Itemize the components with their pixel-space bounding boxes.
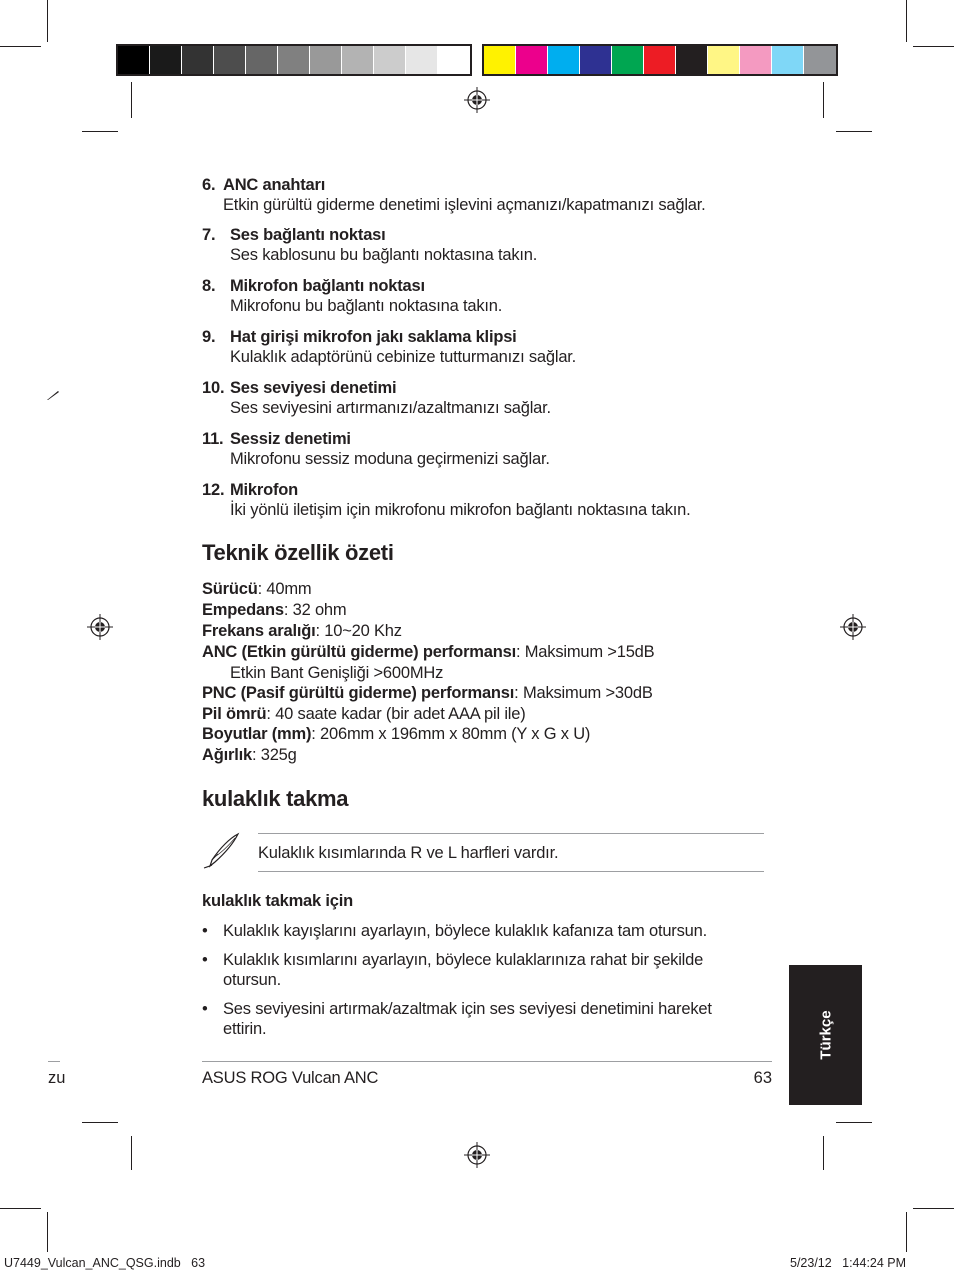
wear-heading: kulaklık takma [202, 786, 349, 811]
spec-value: : 206mm x 196mm x 80mm (Y x G x U) [311, 725, 591, 743]
spec-heading: Teknik özellik özeti [202, 540, 394, 565]
registration-mark-icon [464, 87, 490, 113]
color-swatch [182, 46, 214, 74]
item-title: Ses bağlantı noktası [230, 226, 386, 244]
color-swatch [548, 46, 580, 74]
registration-mark-icon [840, 614, 866, 640]
spec-label: Ağırlık [202, 746, 252, 764]
color-swatch [246, 46, 278, 74]
color-swatch [612, 46, 644, 74]
color-swatch [484, 46, 516, 74]
list-item [202, 480, 774, 520]
item-description: Mikrofonu sessiz moduna geçirmenizi sağlar. [230, 450, 550, 468]
spec-value: : 32 ohm [283, 601, 347, 619]
spec-value: Etkin Bant Genişliği >600MHz [230, 664, 444, 682]
color-swatch [118, 46, 150, 74]
spec-row [202, 683, 774, 703]
footer-rule [202, 1061, 772, 1062]
spec-label: Sürücü [202, 580, 258, 598]
item-description: İki yönlü iletişim için mikrofonu mikrofon bağlantı noktasına takın. [230, 501, 691, 519]
color-calibration-bar [482, 44, 838, 76]
item-title: Sessiz denetimi [230, 430, 351, 448]
note-top-rule [258, 833, 764, 834]
list-item [202, 225, 774, 265]
page-number: 63 [753, 1069, 772, 1087]
color-swatch [676, 46, 708, 74]
spec-label: Empedans [202, 601, 284, 619]
crop-mark [836, 131, 872, 132]
item-description: Kulaklık adaptörünü cebinize tutturmanızı sağlar. [230, 348, 577, 366]
slug-timestamp: 5/23/12 1:44:24 PM [790, 1256, 907, 1270]
color-swatch [150, 46, 182, 74]
crop-mark [823, 82, 824, 118]
language-tab-label: Türkçe [817, 1010, 834, 1060]
color-swatch [740, 46, 772, 74]
spec-value: : Maksimum >30dB [514, 684, 653, 702]
list-item [202, 429, 774, 469]
item-title: Hat girişi mikrofon jakı saklama klipsi [230, 328, 517, 346]
spec-label: PNC (Pasif gürültü giderme) performansı [202, 684, 515, 702]
item-title: Mikrofon [230, 481, 299, 499]
pen-fragment-icon [46, 388, 60, 400]
color-swatch [804, 46, 836, 74]
item-number: 8. [202, 277, 216, 295]
bullet-symbol: • [202, 922, 208, 940]
crop-mark [823, 1136, 824, 1170]
note-pen-icon [202, 832, 242, 870]
bullet-item [202, 950, 762, 990]
item-number: 6. [202, 176, 216, 194]
spec-value: : Maksimum >15dB [515, 643, 655, 661]
spec-row [202, 600, 774, 620]
item-number: 12. [202, 481, 225, 499]
spec-value: : 40mm [257, 580, 312, 598]
note-text: Kulaklık kısımlarında R ve L harfleri vardır. [258, 844, 559, 862]
color-swatch [406, 46, 438, 74]
registration-mark-icon [87, 614, 113, 640]
item-number: 7. [202, 226, 216, 244]
item-description: Mikrofonu bu bağlantı noktasına takın. [230, 297, 503, 315]
color-swatch [708, 46, 740, 74]
spec-row [202, 579, 774, 599]
note-bottom-rule [258, 871, 764, 872]
bullet-item [202, 921, 762, 941]
spec-value: : 40 saate kadar (bir adet AAA pil ile) [266, 705, 526, 723]
list-item [202, 175, 774, 215]
crop-mark [47, 0, 48, 42]
item-description: Ses seviyesini artırmanızı/azaltmanızı sağlar. [230, 399, 551, 417]
item-title: Ses seviyesi denetimi [230, 379, 397, 397]
item-number: 11. [202, 430, 224, 448]
crop-mark [0, 46, 41, 47]
crop-mark [131, 82, 132, 118]
color-swatch [438, 46, 470, 74]
spec-row [202, 621, 774, 641]
item-title: Mikrofon bağlantı noktası [230, 277, 425, 295]
crop-mark [906, 1212, 907, 1252]
color-swatch [644, 46, 676, 74]
list-item [202, 327, 774, 367]
crop-mark [906, 0, 907, 42]
spec-label: Frekans aralığı [202, 622, 316, 640]
color-swatch [772, 46, 804, 74]
crop-mark [0, 1208, 41, 1209]
slug-file: U7449_Vulcan_ANC_QSG.indb 63 [4, 1256, 206, 1270]
color-swatch [516, 46, 548, 74]
spec-row [202, 704, 774, 724]
item-description: Etkin gürültü giderme denetimi işlevini açmanızı/kapatmanızı sağlar. [223, 196, 706, 214]
item-description: Ses kablosunu bu bağlantı noktasına takın. [230, 246, 538, 264]
bullet-symbol: • [202, 1000, 208, 1018]
footer-product-name: ASUS ROG Vulcan ANC [202, 1069, 379, 1087]
spec-value: : 325g [251, 746, 297, 764]
registration-mark-icon [464, 1142, 490, 1168]
bullet-symbol: • [202, 951, 208, 969]
color-swatch [580, 46, 612, 74]
spec-value: : 10~20 Khz [315, 622, 402, 640]
crop-mark [913, 1208, 954, 1209]
spec-label: Boyutlar (mm) [202, 725, 312, 743]
spec-row [202, 745, 774, 765]
spec-row [202, 642, 774, 662]
crop-mark [82, 131, 118, 132]
spec-row [202, 663, 802, 683]
color-swatch [278, 46, 310, 74]
spec-row [202, 724, 774, 744]
crop-mark [47, 1212, 48, 1252]
color-swatch [214, 46, 246, 74]
color-swatch [374, 46, 406, 74]
wear-subheading: kulaklık takmak için [202, 892, 354, 910]
language-tab [789, 965, 862, 1105]
gray-calibration-bar [116, 44, 472, 76]
crop-mark [131, 1136, 132, 1170]
bullet-text: Kulaklık kayışlarını ayarlayın, böylece kulaklık kafanıza tam otursun. [223, 922, 707, 940]
bullet-item [202, 999, 762, 1039]
color-swatch [342, 46, 374, 74]
crop-mark [82, 1122, 118, 1123]
footer-left-fragment: zu [48, 1069, 66, 1087]
left-margin-rule [48, 1061, 60, 1062]
bullet-text: Kulaklık kısımlarını ayarlayın, böylece kulaklarınıza rahat bir şekilde otursun. [223, 951, 704, 989]
item-number: 10. [202, 379, 225, 397]
item-title: ANC anahtarı [223, 176, 326, 194]
item-number: 9. [202, 328, 216, 346]
spec-label: Pil ömrü [202, 705, 267, 723]
color-swatch [310, 46, 342, 74]
crop-mark [836, 1122, 872, 1123]
bullet-text: Ses seviyesini artırmak/azaltmak için ses seviyesi denetimini hareket ettirin. [223, 1000, 712, 1038]
spec-label: ANC (Etkin gürültü giderme) performansı [202, 643, 516, 661]
list-item [202, 276, 774, 316]
crop-mark [913, 46, 954, 47]
list-item [202, 378, 774, 418]
